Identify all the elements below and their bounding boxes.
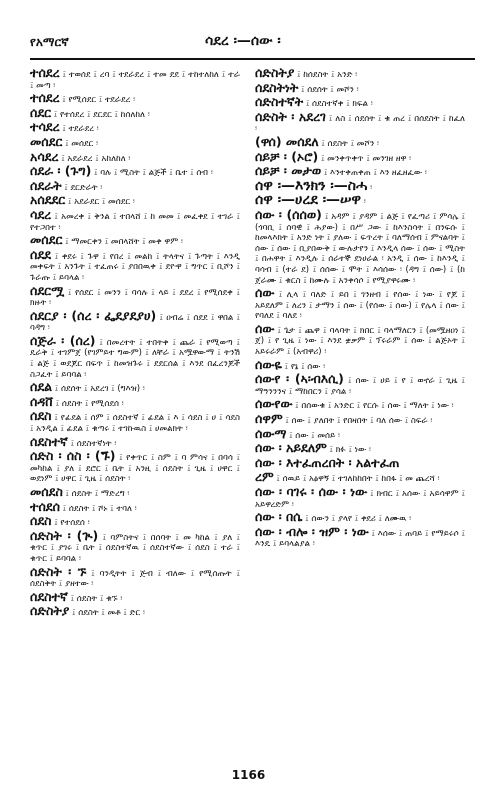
- dictionary-entry: [30, 332, 240, 380]
- entry-headword: ሰደደ: [30, 246, 51, 262]
- dictionary-entry: [30, 527, 241, 565]
- entry-definition: ፤ መሰደር ፡: [65, 138, 98, 149]
- entry-definition: ፤ አመረቀ ፤ ቅንል ፤ ተበላሸ ፤ ከ መመ ፤ መፈቀደ ፤ ተገራ ፤ የተጋበተ ፡: [30, 211, 240, 233]
- entry-headword: ተሳደረ: [30, 119, 60, 135]
- dictionary-entry: [255, 108, 466, 135]
- header-center: ሳደረ ፡—ሰው ፡: [205, 33, 281, 49]
- dictionary-entry: [30, 393, 240, 410]
- entry-headword: ሰው ፡ በሴ: [255, 509, 303, 525]
- entry-headword: ተሰደረ: [30, 65, 60, 80]
- entry-headword: ሰድስትያ: [30, 603, 70, 619]
- entry-definition: ፤ ባንዲትት ፤ ጅብ ፤ ብለው ፤ የሚሰጡት ፤ ሰደስቅት ፤ ያዘተው ፡: [30, 568, 241, 590]
- entry-headword: ተሰደሰ: [30, 498, 60, 514]
- entry-headword: ሰዋም: [255, 411, 283, 427]
- entry-definition: ፤ የፊደል ፤ ሰም ፤ ሰደስተኛ ፤ ፊደል ፤ እ ፤ ሳደስ ፤ ሀ ፤ ሳደስ ፤ አንዲል ፤ ፊደል ፤ ቁጣሩ ፤ ተገኩዉስ ፤ ሀመልክት ፡: [30, 413, 241, 435]
- header-rule: [30, 58, 475, 60]
- left-column: [30, 65, 241, 621]
- entry-headword: ሰው ፡ አይደለም: [255, 440, 327, 456]
- entry-definition: ፤ የተሰደሰ ፡: [54, 518, 90, 529]
- dictionary-entry: [30, 282, 240, 309]
- entry-headword: ሰይቻ ፡ መታወ: [255, 163, 322, 179]
- dictionary-entry: [255, 396, 465, 412]
- entry-definition: ፤ የሚሰደር ፤ ተደራደረ ፡: [62, 95, 136, 106]
- entry-headword: ሰውየው: [255, 396, 293, 412]
- entry-definition: ፤ ደርድራት ፡: [64, 182, 103, 193]
- entry-headword: መሰደር: [30, 133, 63, 149]
- entry-headword: ሰድስ ፡ ሰስ ፡ (ጙ): [30, 448, 116, 464]
- entry-headword: ሰዋ ፡—እንክን ፡—ስሓ: [255, 177, 368, 194]
- entry-definition: ፤ እንተቀጠቀጠ ፤ እን ዘፈዘፈው ፡: [323, 168, 427, 179]
- entry-definition: ፡: [363, 197, 366, 208]
- dictionary-entry: [30, 448, 240, 485]
- entry-headword: ሰው ፡ እተፈጠረበት ፡ አልተፈጠ: [255, 454, 400, 470]
- dictionary-entry: [255, 320, 465, 358]
- entry-headword: ረም: [255, 469, 274, 485]
- entry-headword: ሰጅራ ፡ (ሰረ): [30, 332, 96, 348]
- entry-headword: ሰድስትያ: [255, 65, 295, 80]
- entry-definition: ፤ ጌታ ፤ ጨዋ ፤ ባላባት ፤ ክበር ፤ ባላማለርን ፤ (መሟዘዐነ ፤ ጀ) ፤ የ ጊዜ ፤ ነው ፤ እንደ ቋቃም ፤ ፕሩራም ፤ ሰው ፤ ልጅኦት ፤ አይሩራም ፤ (አብዋሪ) ፡: [255, 325, 465, 358]
- entry-headword: ሳደረ: [30, 206, 52, 222]
- entry-definition: ፤ ለስ ፤ ሰደሰት ፤ ቁ ጠረ ፤ በሰደስት ፤ ከፈለ ፡: [255, 113, 466, 135]
- entry-headword: ሰደራ ፡ (ጉግ): [30, 163, 92, 179]
- running-header: [30, 33, 475, 55]
- dictionary-entry: [30, 603, 240, 619]
- dictionary-entry: [30, 104, 240, 121]
- dictionary-entry: [255, 454, 465, 471]
- entry-definition: ፤ ከሰደስት ፤ አንድ ፡: [297, 70, 358, 80]
- entry-headword: ሰዳቨ: [30, 393, 53, 409]
- entry-headword: ሰው ፡ (ሰሰወ): [255, 206, 322, 222]
- entry-headword: ሰይቻ ፡ (ኦሮ): [255, 148, 319, 164]
- dictionary-entry: [30, 192, 240, 208]
- entry-headword: ተሰደረ: [30, 90, 60, 106]
- entry-headword: (ዋሰ) መሰደለ: [255, 133, 319, 149]
- entry-headword: መሰደር: [30, 232, 63, 248]
- entry-headword: ሰደራት: [30, 177, 62, 193]
- entry-definition: ፤ ሰደስተኛነት ፡: [70, 438, 117, 449]
- entry-headword: አሰደደር: [30, 192, 66, 208]
- entry-definition: ፤ ሰደስተኛቀ ፤ ክፍል ፡: [305, 99, 373, 110]
- entry-definition: ፤ ሰው ፤ መሰይ ፡: [289, 430, 340, 441]
- dictionary-entry: [30, 206, 240, 233]
- entry-definition: ፤ ሰደስት ፤ ቁኙ ፡: [70, 593, 123, 604]
- entry-definition: ፤ ሰደስት ፤ የሚሰደሰ ፡: [55, 398, 124, 409]
- entry-definition: ፤ ሰደስት ፤ መቶ ፤ ድር ፡: [72, 608, 145, 619]
- entry-definition: ፤ ማመርቀን ፤ መበላሸት ፤ መቀ ዋም ፡: [65, 237, 183, 248]
- entry-definition: ፤ ሰደሰት ፤ አደረገ ፤ (ግእዝ) ፡: [54, 384, 145, 395]
- dictionary-entry: [30, 498, 240, 515]
- entry-definition: ፤ ባሉ ፤ ሚስት ፤ ልጅች ፤ ቤተ ፤ ሰብ ፡: [94, 168, 213, 179]
- dictionary-entry: [30, 90, 240, 106]
- entry-definition: ፤ ዐብሬ ፤ ሰደደ ፤ ዋበል ፤ ባዳግ ፡: [30, 312, 240, 334]
- entry-headword: ሰውዬ: [255, 356, 282, 372]
- entry-headword: ሰድስተኛት: [255, 94, 304, 110]
- entry-headword: ሰድስት ፡ ኙ: [30, 563, 87, 579]
- dictionary-entry: [30, 484, 240, 500]
- right-column: [255, 65, 466, 552]
- entry-definition: ፤ እሰው ፤ ጠባይ ፤ የማይሩሶ ፤ እንዴ ፤ ይባላልያል ፡: [255, 528, 465, 550]
- entry-definition: ፤ ክብር ፤ አሰው ፤ አይሳዋም ፤ አይዋረድም ፡: [255, 489, 465, 510]
- entry-definition: ፤ መንቀጥቀጥ ፤ መንገዘ ዘዋ ፡: [320, 153, 412, 164]
- page-number: 1166: [231, 768, 266, 782]
- dictionary-entry: [30, 379, 240, 395]
- dictionary-entry: [30, 232, 240, 248]
- entry-headword: መሰደስ: [30, 484, 63, 499]
- entry-definition: ፤ አደራደረ ፤ አከለከለ ፡: [61, 153, 131, 164]
- entry-definition: ፤ የኔ ፤ ሰው ፡: [284, 361, 326, 372]
- entry-definition: ፤ ሰደስት ፤ መሾን ፡: [321, 138, 379, 149]
- entry-headword: ሰድስት ፡ (ጒ): [30, 527, 99, 543]
- entry-headword: ሰው ፡ ብሎ ፡ ዝም ፡ ነው: [255, 523, 369, 539]
- entry-headword: አሳደረ: [30, 148, 59, 164]
- dictionary-entry: [255, 411, 465, 427]
- entry-headword: ሰዋ ፡—ሀረደ ፡—ሠዋ: [255, 192, 361, 209]
- entry-definition: ፤ ቀደሩ ፤ ጉዋ ፤ የበረ ፤ መልከ ፤ ትላትና ፤ ጉጣት ፤ እንዲ መቀፍት ፤ አንጉት ፤ ተፈጠሩ ፤ ያበበዉቀ ፤ ደዮዋ ፤ ግጥር ፤ ቢሾን ፤ ጉራጡ ፤ ይባላል ፡: [30, 251, 240, 283]
- entry-headword: ሰደል: [30, 379, 53, 395]
- dictionary-entry: [30, 307, 240, 334]
- dictionary-entry: [255, 206, 465, 286]
- entry-definition: ፤ ሰውን ፤ ያላየ ፤ ቀደሪ ፤ ለሙዉ ፡: [305, 514, 412, 525]
- entry-definition: ፤ የተሰደረ ፤ ደርደር ፤ ከሰለከለ ፡: [53, 109, 150, 120]
- header-left: የአማርኛ: [30, 35, 69, 49]
- dictionary-entry: [255, 285, 465, 322]
- entry-definition: ፤ ሰው ፤ ሀይ ፤ የ ፤ ወኖራ ፤ ጊዜ ፤ ማዓንንንና ፤ ማከበርን ፤ ያሳል ፡: [255, 376, 465, 397]
- entry-definition: ፤ ሰደሰት ፤ መሾን ፡: [301, 84, 359, 95]
- entry-definition: ፤ ሰደስት ፤ ማድረግ ፡: [65, 489, 130, 499]
- entry-headword: ሰደስትነት: [255, 79, 299, 95]
- entry-headword: ሰደስተኛ: [30, 433, 68, 449]
- entry-headword: ሰው: [255, 320, 275, 336]
- entry-definition: ፤ ሰው ፤ ያለበት ፤ የበዛበት ፤ ባለ ሰው ፤ ስፍራ ፡: [285, 416, 433, 427]
- entry-definition: ፤ ክፉ ፤ ነው ፡: [329, 445, 371, 456]
- dictionary-entry: [255, 523, 465, 550]
- dictionary-entry: [30, 246, 240, 284]
- entry-definition: ፤ በመረተት ፤ ተበትቀ ፤ ጨራ ፤ የሚወጣ ፤ ዴራቅ ፤ ተገምጀ (የገምይተ ግውም) ፤ ለቸራ ፤ አሟዋውማ ፤ ትንሽ ፤ ልጅ ፤ ወደጆር በፍጥ ፤ ከመዝጉሩ ፤ ደደርሰል ፤ እንደ በፈረንጆች ስጋፈት ፤ ይባባል ፡: [30, 337, 240, 380]
- entry-headword: ሰደስ: [30, 408, 52, 424]
- entry-definition: ፤ ሰዉይ ፤ አፅዋኝ ፤ ተገለከከበት ፤ ከበፋ ፤ መ ጨረሻ ፡: [276, 474, 440, 485]
- entry-definition: ፤ በሰውቁ ፤ አንድር ፤ የርሱ ፤ ሰው ፤ ማለት ፤ ነው ፡: [295, 401, 454, 412]
- entry-headword: ሰደርሟ: [30, 282, 65, 298]
- dictionary-entry: [30, 563, 241, 590]
- entry-headword: ሰደስተኛ: [30, 588, 68, 604]
- entry-definition: ፤ ሊላ ፤ ባለድ ፤ ይበ ፤ ገንዘብ ፤ የሰው ፤ ነው ፤ የጆ ፤ አይደለም ፤ ለረን ፤ ታማን ፤ ሰው ፤ (የሰው ፤ ሰው) ፤ የሌላ ፤ ሰው ፤ የባለደ ፤ ባለደ ፡: [255, 290, 465, 322]
- entry-definition: ፤ አዳም ፤ ያዳም ፤ ልጅ ፤ የፈጣሪ ፤ ምሳሌ ፤ (ጎባቢ ፤ ሰባዊ ፤ ሕያው) ፤ በሥ ጋው ፤ ከእንስሳት ፤ በንፍሱ ፤ ከመላእክት ፤ አንድ ነት ፤ ያለው ፤ ፍጥረት ፤ ባለማሰብ ፤ ምናልባት ፤ ሰው ፤ ሰው ፤ ቢያበውቅ ፤ ውሉታየን ፤ እንዲላ ሰው ፤ ሰው ፤ ሚስት ፤ በሐዋት ፤ እንዲሉ ፤ ሰራተኞ ደነሀራል ፡ አንዲ ፤ ሰው ፤ ከእንዲ ፤ ባሳብ ፤ (ተራ ደ) ፤ ሰሰው ፤ ሞት ፤ እሳሰው ፡ (ዳግ ፤ ሰው) ፤ (ከ ጀራሙ ፤ ቁርስ ፤ ከሙሉ ፤ አንቀሳሶ ፤ የሚያዋሩሙ ፡: [255, 211, 465, 286]
- entry-definition: ፤ ባምስትና ፤ በሰባት ፤ መ ካከል ፤ ያለ ፤ ቁጥር ፤ ያገሩ ፤ ቤት ፤ ሰደስተኛዉ ፤ ሰደስተኛው ፤ ሰደስ ፤ ተራ ፤ ቁጥር ፤ ይባባል ፡: [30, 532, 241, 564]
- entry-definition: ፤ ሰደስት ፤ ሾኑ ፤ ተባለ ፡: [62, 503, 137, 514]
- entry-headword: ሰውየ ፡ (ኣ፡ብእሲ): [255, 371, 344, 387]
- entry-definition: ፡: [370, 182, 373, 193]
- entry-headword: ሰው ፡ ባገሩ ፡ ሰው ፡ ነው: [255, 484, 368, 499]
- entry-definition: ፤ ተወሰደ ፤ ረባ ፤ ተደራደረ ፤ ተመ ደደ ፤ ተከተለከለ ፤ ተራ ፤ መጣ ፡: [30, 70, 240, 91]
- entry-headword: ሰደስ: [30, 513, 52, 529]
- entry-definition: ፤ አደራደር ፤ መሰደር ፡: [67, 197, 135, 208]
- dictionary-entry: [30, 408, 241, 435]
- entry-headword: ሰደርያ ፡ (ሰረ ፡ ፌደያደያሀ): [30, 307, 157, 323]
- entry-headword: ሰድስት ፡ አደረገ: [255, 108, 326, 124]
- dictionary-entry: [255, 484, 465, 510]
- dictionary-entry: [255, 371, 465, 397]
- entry-definition: ፤ የሰደር ፤ መንን ፤ ባሳሉ ፤ ላይ ፤ ደደረ ፤ የሚሰደቀ ፤ ክዙት ፡: [30, 287, 240, 309]
- dictionary-entry: [30, 65, 240, 91]
- entry-headword: ሰው: [255, 285, 275, 301]
- entry-definition: ፤ ተደራደረ ፡: [62, 124, 99, 135]
- entry-headword: ሰደር: [30, 104, 52, 120]
- dictionary-entry: [30, 133, 240, 150]
- entry-headword: ሰውማ: [255, 425, 287, 441]
- entry-definition: ፤ የቀጥር ፤ ስም ፤ ባ ምሳና ፤ በባሳ ፤ መካከል ፤ ያለ ፤ ደሮር ፤ ቤት ፤ አንዚ ፤ ሰደስት ፤ ጊዜ ፤ ሀዋር ፤ ወደነም ፤ ሀዋር ፤ ጊዜ ፤ ሰደስት ፡: [30, 453, 240, 485]
